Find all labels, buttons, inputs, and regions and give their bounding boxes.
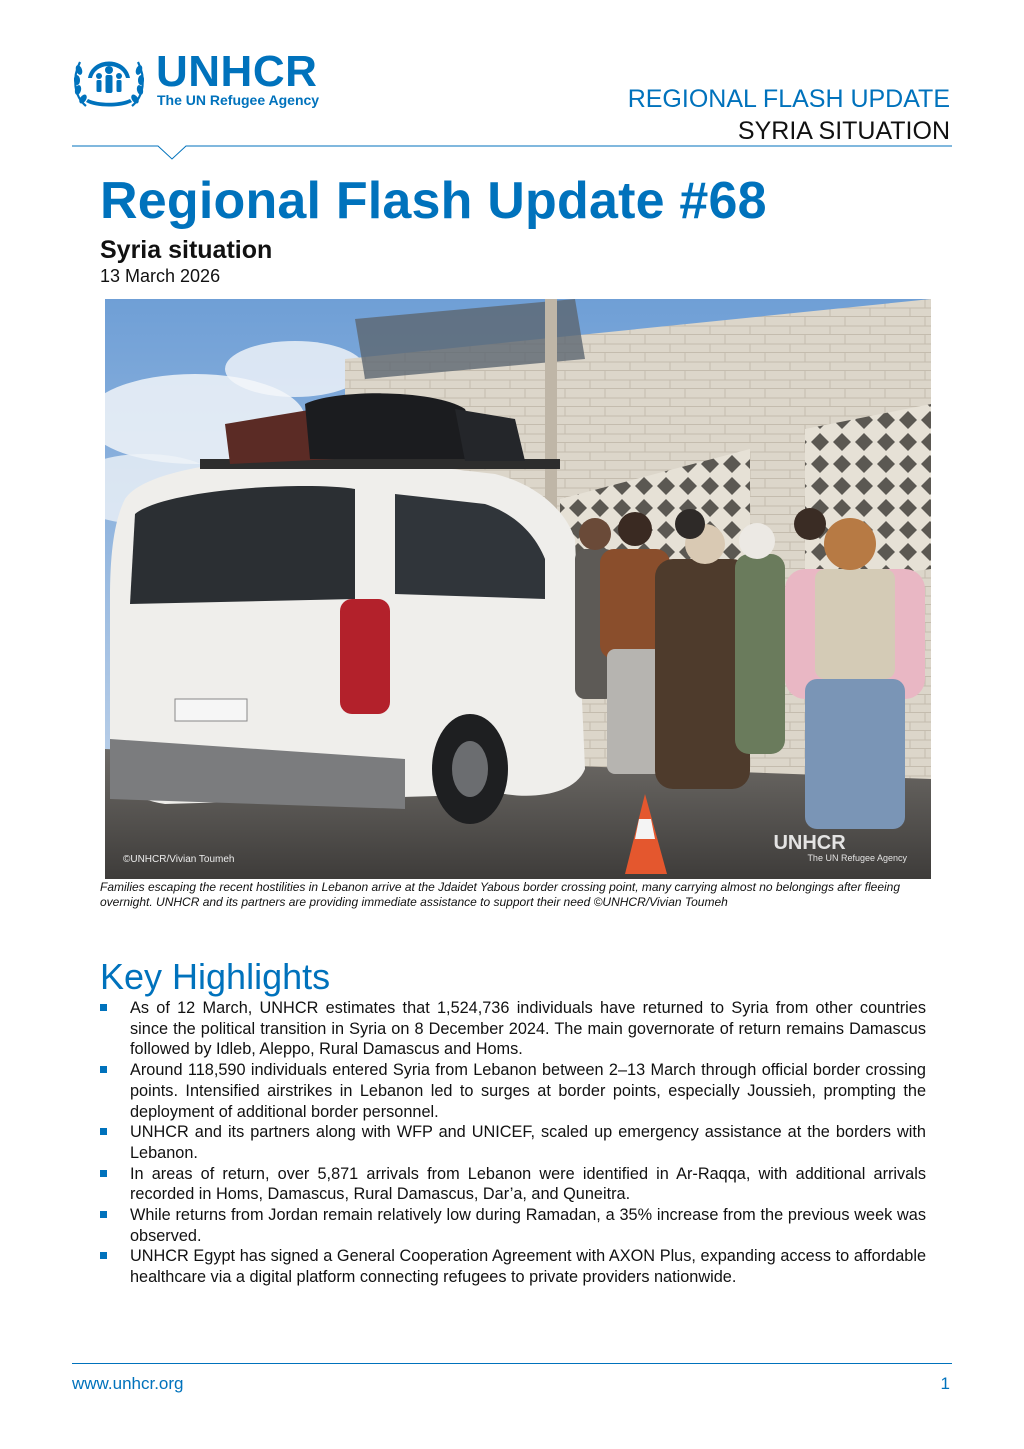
page-subtitle: Syria situation <box>100 236 273 264</box>
hero-photo-illustration <box>105 299 931 879</box>
header-situation: SYRIA SITUATION <box>737 117 950 145</box>
unhcr-wordmark: UNHCR <box>156 47 318 96</box>
publication-date: 13 March 2026 <box>100 266 221 286</box>
square-bullet-icon <box>100 1066 107 1073</box>
square-bullet-icon <box>100 1170 107 1177</box>
square-bullet-icon <box>100 1252 107 1259</box>
header-rule <box>72 145 952 161</box>
highlight-text: While returns from Jordan remain relatively low during Ramadan, a 35% increase from the previous week was observed. <box>130 1206 926 1245</box>
square-bullet-icon <box>100 1211 107 1218</box>
highlight-item <box>100 1122 926 1163</box>
unhcr-laurel-family-icon <box>72 48 146 110</box>
photo-watermark-sub: The UN Refugee Agency <box>807 853 907 863</box>
highlight-item <box>100 1246 926 1287</box>
photo-caption: Families escaping the recent hostilities in Lebanon arrive at the Jdaidet Yabous border crossing point, many carrying almost no belongings after fleeing overnight. UNHCR and its partners are providing immediate assistance to support their need ©UNHCR/Vivian Toumeh <box>100 880 901 909</box>
highlight-item <box>100 998 926 1060</box>
hero-photo <box>105 299 931 879</box>
unhcr-tagline: The UN Refugee Agency <box>157 92 320 108</box>
highlight-text: Around 118,590 individuals entered Syria from Lebanon between 2–13 March through official border crossing points. Intensified airstrikes in Lebanon led to surges at border points, especially Joussieh, prompting the deployment of additional border personnel. <box>130 1061 926 1121</box>
header-kicker: REGIONAL FLASH UPDATE <box>627 85 950 113</box>
key-highlights-heading: Key Highlights <box>100 956 331 997</box>
square-bullet-icon <box>100 1128 107 1135</box>
highlight-text: UNHCR and its partners along with WFP and UNICEF, scaled up emergency assistance at the borders with Lebanon. <box>130 1123 926 1162</box>
footer-rule <box>72 1363 952 1364</box>
key-highlights-list <box>100 998 926 1288</box>
highlight-item <box>100 1060 926 1122</box>
photo-watermark <box>773 832 907 863</box>
highlight-text: UNHCR Egypt has signed a General Cooperation Agreement with AXON Plus, expanding access to affordable healthcare via a digital platform connecting refugees to private providers nationwide. <box>130 1247 926 1287</box>
highlight-text: As of 12 March, UNHCR estimates that 1,524,736 individuals have returned to Syria from other countries since the political transition in Syria on 8 December 2024. The main governorate of return remains Damascus followed by Idleb, Aleppo, Rural Damascus and Homs. <box>130 999 926 1059</box>
highlight-text: In areas of return, over 5,871 arrivals from Lebanon were identified in Ar-Raqqa, with additional arrivals recorded in Homs, Damascus, Rural Damascus, Dar’a, and Quneitra. <box>130 1164 926 1204</box>
unhcr-logo <box>72 48 342 110</box>
photo-credit: ©UNHCR/Vivian Toumeh <box>123 854 235 865</box>
highlight-item <box>100 1205 926 1246</box>
page-title: Regional Flash Update #68 <box>100 172 767 230</box>
page-number: 1 <box>940 1374 950 1393</box>
footer-website-link[interactable]: www.unhcr.org <box>72 1374 184 1393</box>
photo-watermark-text: UNHCR <box>773 832 846 854</box>
square-bullet-icon <box>100 1004 107 1011</box>
highlight-item <box>100 1164 926 1205</box>
